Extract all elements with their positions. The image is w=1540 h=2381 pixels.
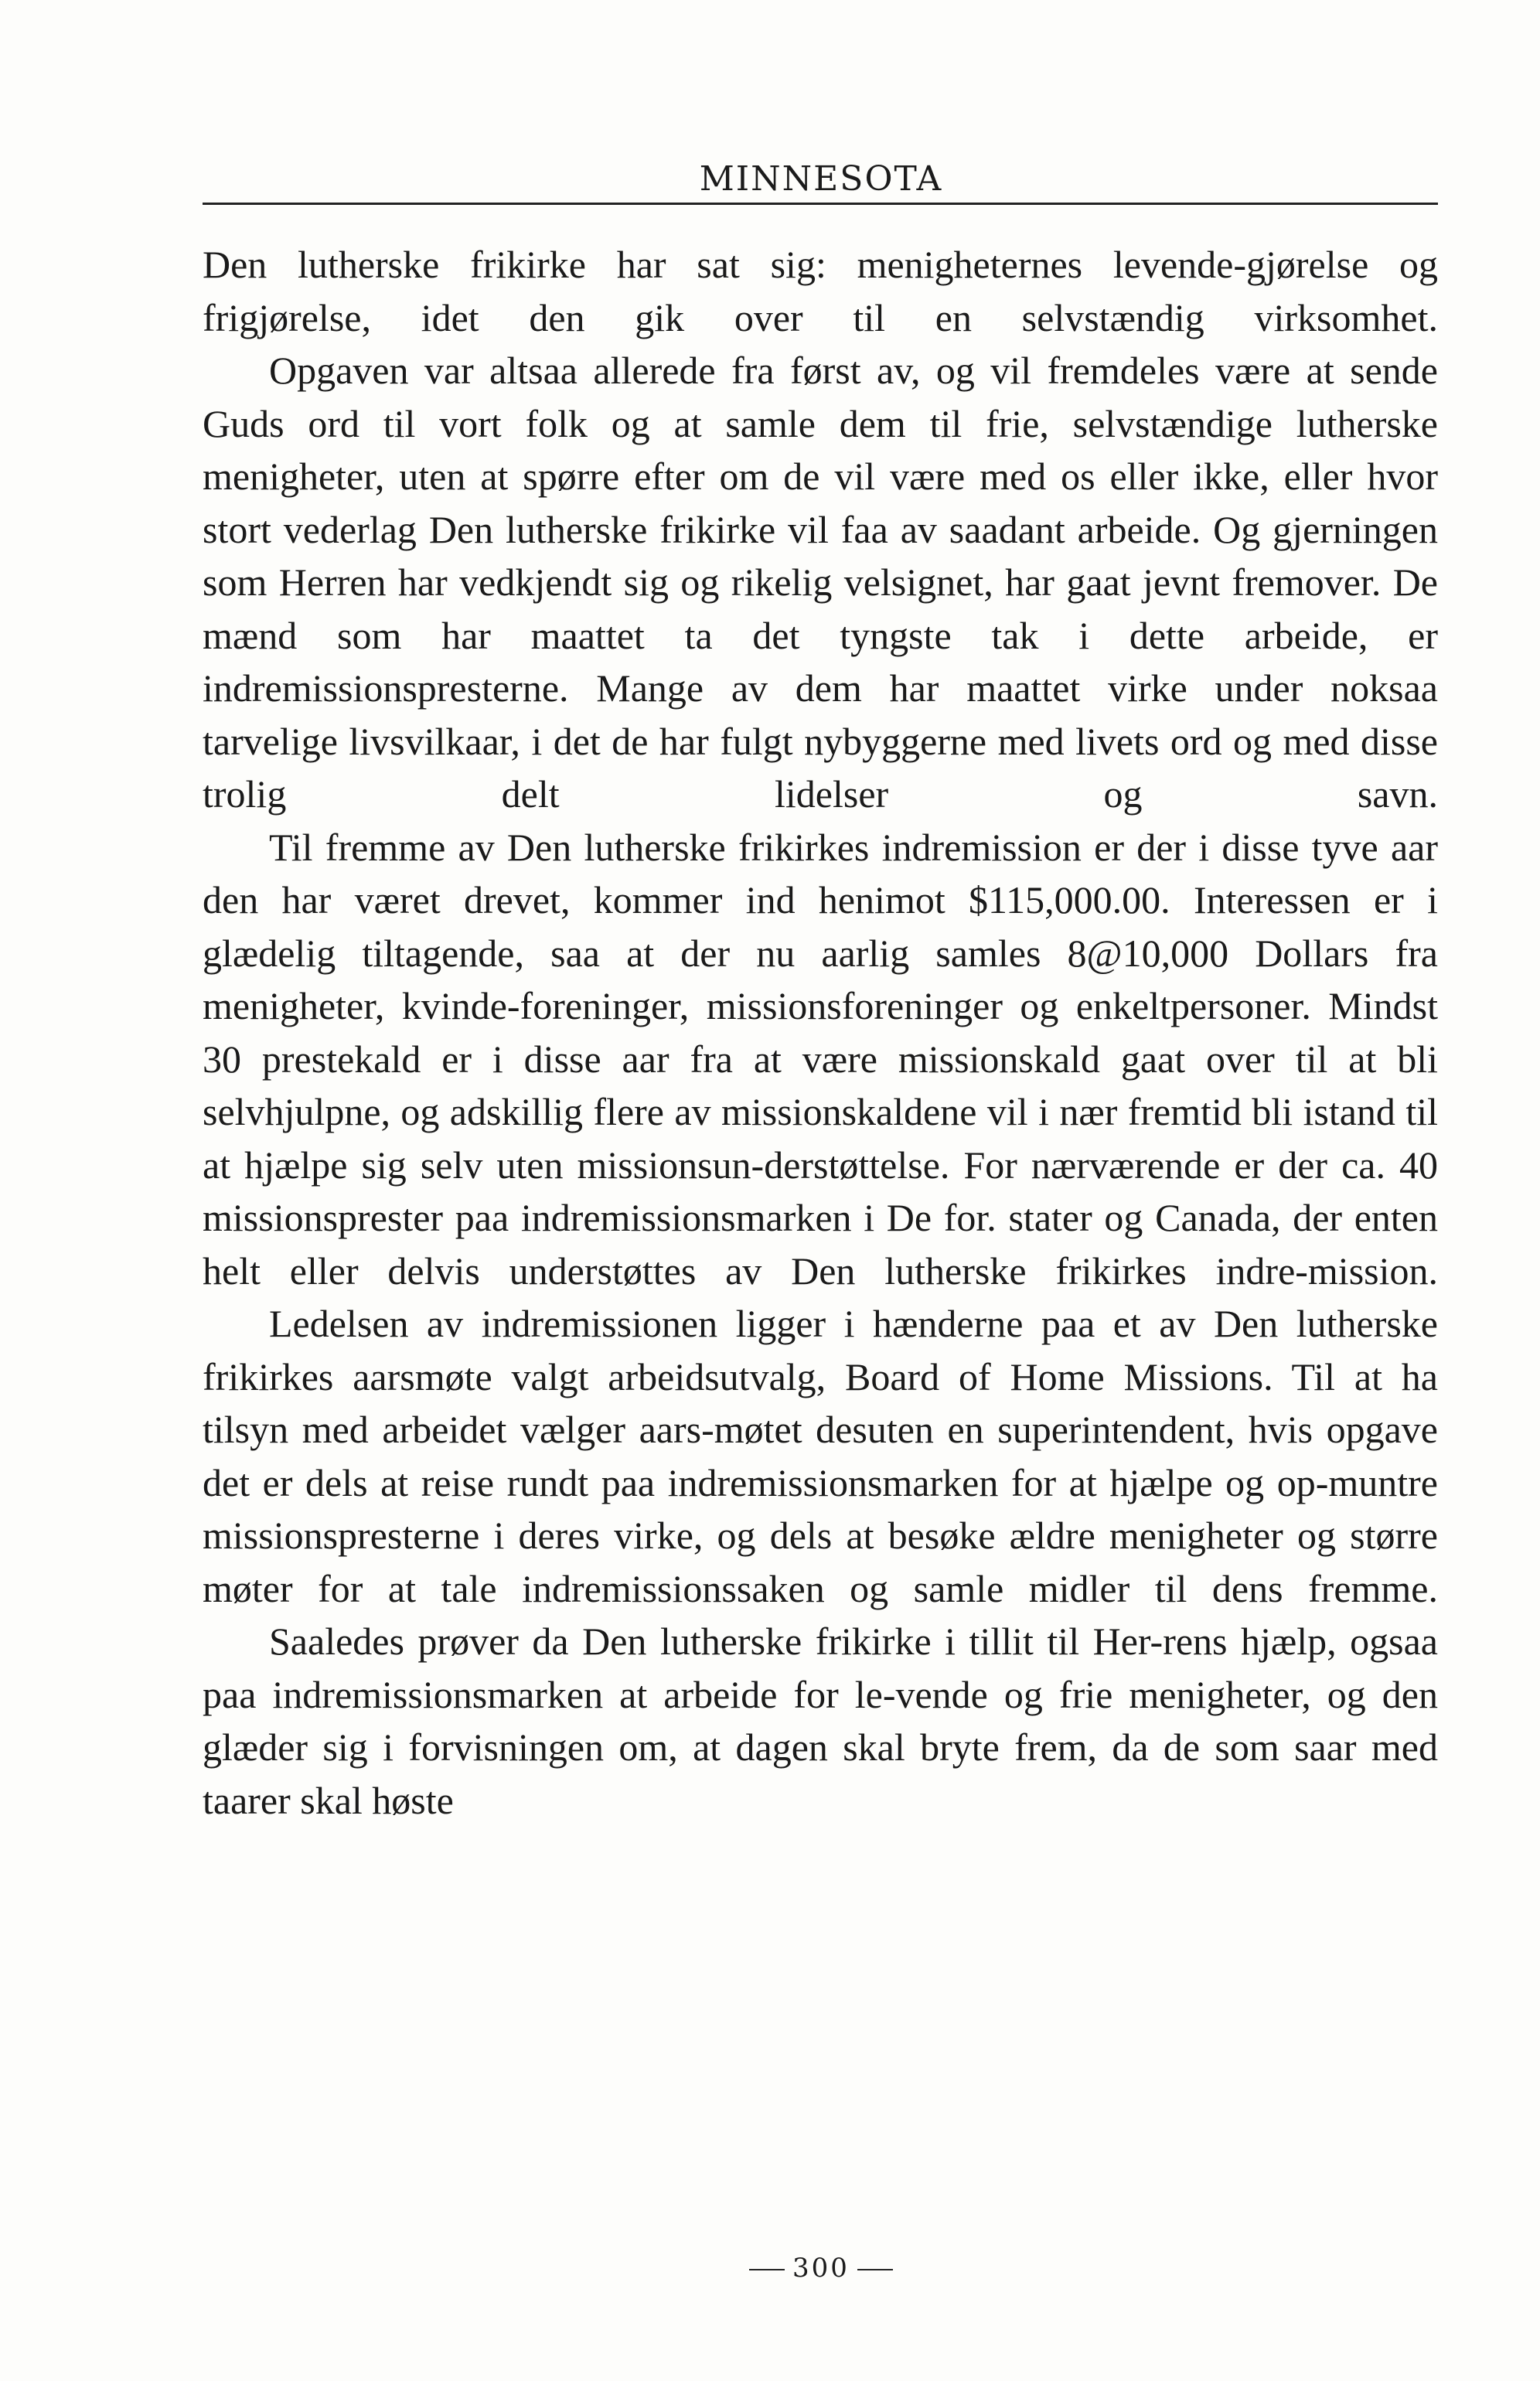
paragraph-5: Saaledes prøver da Den lutherske frikirke i tillit til Her-rens hjælp, ogsaa paa indremissionsmarken at arbeide for le-vende og frie menigheter, og den glæder sig i forvisningen om, at dagen skal bryte frem, da de som saar med taarer skal høste [203, 1620, 1438, 1822]
page-number: 300 [792, 2253, 850, 2284]
page-footer [203, 2253, 1439, 2284]
paragraph-4: Ledelsen av indremissionen ligger i hænderne paa et av Den lutherske frikirkes aarsmøte valgt arbeidsutvalg, Board of Home Missions. Til at ha tilsyn med arbeidet vælger aars-møtet desuten en superintendent, hvis opgave det er dels at reise rundt paa indremissionsmarken for at hjælpe og op-muntre missionspresterne i deres virke, og dels at besøke ældre menigheter og større møter for at tale indremissionssaken og samle midler til dens fremme. [203, 1302, 1438, 1610]
paragraph-2: Opgaven var altsaa allerede fra først av, og vil fremdeles være at sende Guds ord til vort folk og at samle dem til frie, selvstændige lutherske menigheter, uten at spørre efter om de vil være med os eller ikke, eller hvor stort vederlag Den lutherske frikirke vil faa av saadant arbeide. Og gjerningen som Herren har vedkjendt sig og rikelig velsignet, har gaat jevnt fremover. De mænd som har maattet ta det tyngste tak i dette arbeide, er indremissionspresterne. Mange av dem har maattet virke under noksaa tarvelige livsvilkaar, i det de har fulgt nybyggerne med livets ord og med disse trolig delt lidelser og savn. [203, 349, 1438, 816]
footer-dash-right [857, 2269, 893, 2270]
footer-dash-left [749, 2269, 785, 2270]
header-rule [203, 203, 1438, 205]
body-text [203, 238, 1438, 1827]
paragraph-1: Den lutherske frikirke har sat sig: menigheternes levende-gjørelse og frigjørelse, idet den gik over til en selvstændig virksomhet. [203, 243, 1438, 339]
running-header: MINNESOTA [699, 159, 943, 199]
paragraph-3: Til fremme av Den lutherske frikirkes indremission er der i disse tyve aar den har været drevet, kommer ind henimot $115,000.00. Interessen er i glædelig tiltagende, saa at der nu aarlig samles 8@10,000 Dollars fra menigheter, kvinde-foreninger, missionsforeninger og enkeltpersoner. Mindst 30 prestekald er i disse aar fra at være missionskald gaat over til at bli selvhjulpne, og adskillig flere av missionskaldene vil i nær fremtid bli istand til at hjælpe sig selv uten missionsun-derstøttelse. For nærværende er der ca. 40 missionsprester paa indremissionsmarken i De for. stater og Canada, der enten helt eller delvis understøttes av Den lutherske frikirkes indre-mission. [203, 825, 1438, 1293]
